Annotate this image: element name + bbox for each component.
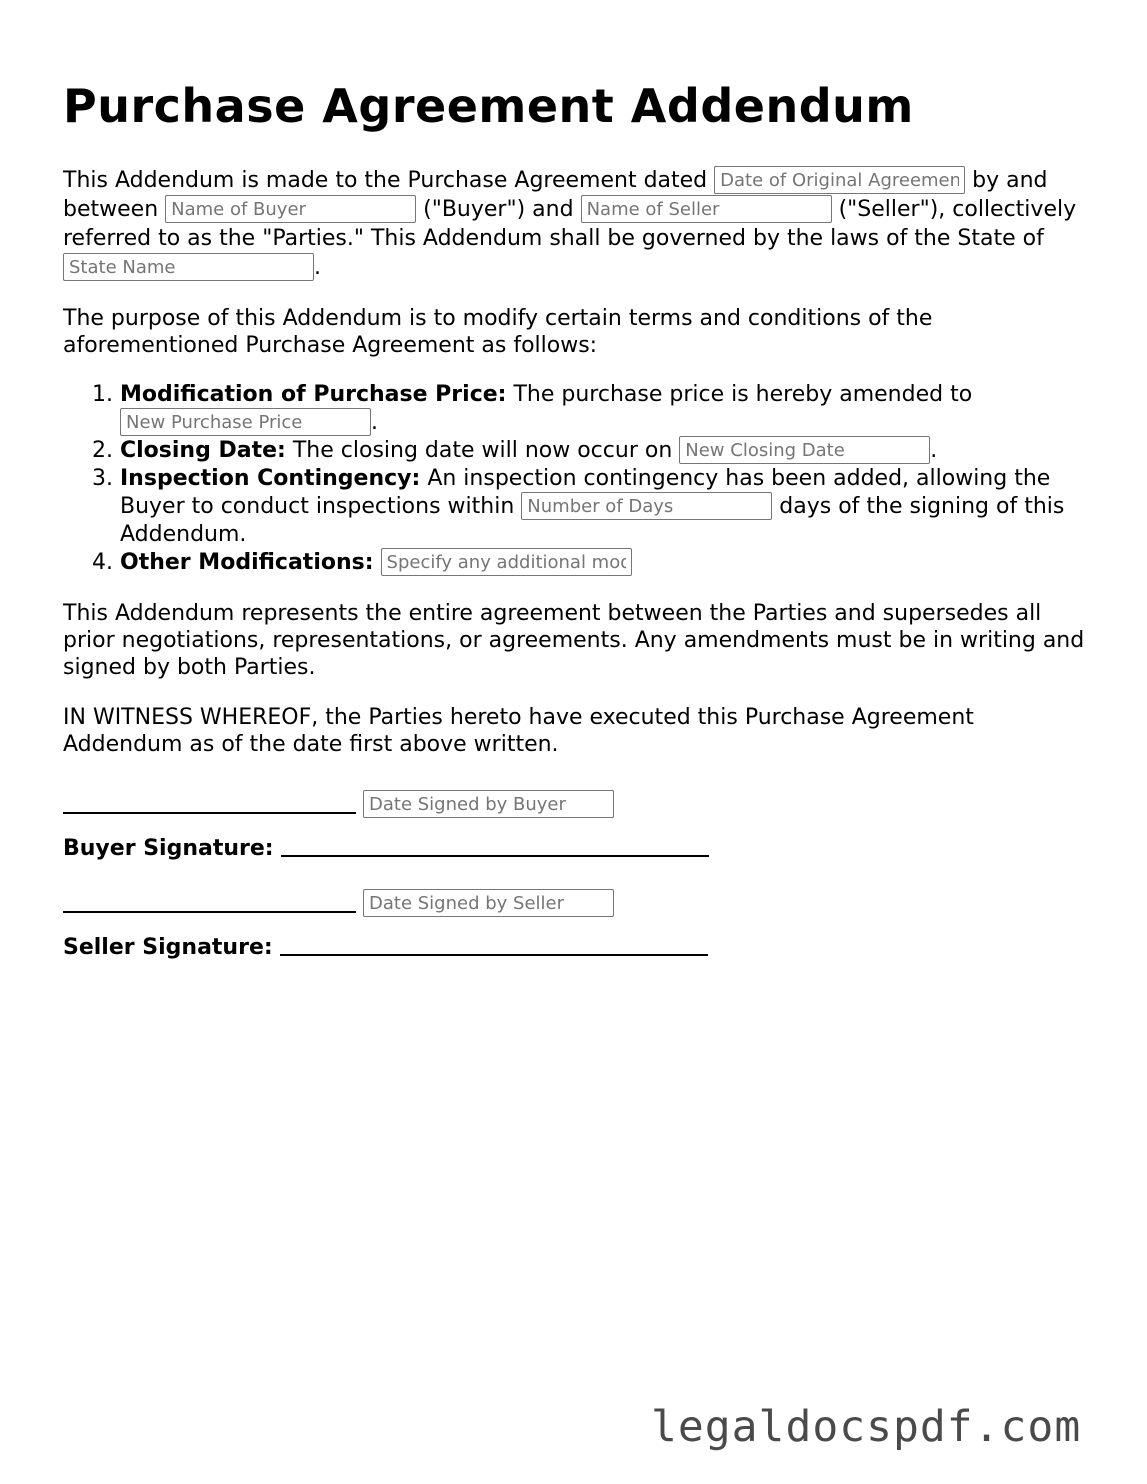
intro-paragraph: [63, 166, 1093, 282]
buyer-date-signed-field[interactable]: [363, 790, 614, 818]
list-item-purchase-price: [120, 381, 1093, 437]
witness-paragraph: IN WITNESS WHEREOF, the Parties hereto have executed this Purchase Agreement Addendum as of the date first above written.: [63, 705, 974, 757]
page-title: Purchase Agreement Addendum: [63, 79, 914, 133]
modifications-list: [63, 381, 1093, 577]
seller-signature-line[interactable]: [280, 954, 708, 956]
intro-text-5: .: [314, 255, 321, 280]
list-item-inspection: [120, 465, 1093, 549]
list-item-other: [120, 549, 1093, 577]
item-text-end: .: [930, 438, 938, 463]
intro-text-1: This Addendum is made to the Purchase Agreement dated: [63, 168, 708, 193]
new-closing-date-field[interactable]: [679, 436, 930, 464]
buyer-signature-row: [63, 826, 1093, 862]
number-of-days-field[interactable]: [521, 492, 772, 520]
buyer-signature-label: Buyer Signature:: [63, 836, 274, 861]
seller-signature-label: Seller Signature:: [63, 935, 273, 960]
item-text-end: days of the signing of this Addendum.: [120, 494, 1065, 547]
seller-signature-row: [63, 925, 1093, 961]
watermark: legaldocspdf.com: [651, 1402, 1082, 1452]
seller-name-field[interactable]: [581, 195, 832, 223]
list-item-closing-date: [120, 437, 1093, 465]
item-title: Inspection Contingency:: [120, 466, 421, 491]
item-text: An inspection contingency has been added, allowing the Buyer to conduct inspections within: [120, 466, 1051, 519]
document: [63, 78, 1093, 961]
intro-text-4: ("Seller"), collectively referred to as the "Parties." This Addendum shall be governed by the laws of the State of: [63, 197, 1077, 251]
buyer-name-line: [63, 812, 356, 814]
seller-date-row: [63, 881, 1093, 917]
entire-agreement-paragraph: This Addendum represents the entire agreement between the Parties and supersedes all prior negotiations, representations, or agreements. Any amendments must be in writing and signed by both Parties.: [63, 601, 1085, 680]
signature-block: [63, 782, 1093, 961]
intro-text-2: by and between: [63, 168, 1048, 222]
buyer-name-field[interactable]: [165, 195, 416, 223]
state-name-field[interactable]: [63, 253, 314, 281]
purpose-paragraph: The purpose of this Addendum is to modify certain terms and conditions of the aforementioned Purchase Agreement as follows:: [63, 306, 933, 358]
item-title: Modification of Purchase Price:: [120, 382, 507, 407]
buyer-signature-line[interactable]: [281, 855, 709, 857]
other-modifications-field[interactable]: [381, 548, 632, 576]
seller-date-signed-field[interactable]: [363, 889, 614, 917]
buyer-date-row: [63, 782, 1093, 818]
item-text: The purchase price is hereby amended to: [513, 382, 973, 407]
original-agreement-date-field[interactable]: [714, 166, 965, 194]
item-text-end: .: [371, 410, 378, 435]
seller-name-line: [63, 911, 356, 913]
item-title: Other Modifications:: [120, 550, 374, 575]
intro-text-3: ("Buyer") and: [423, 197, 574, 222]
new-purchase-price-field[interactable]: [120, 408, 371, 436]
item-title: Closing Date:: [120, 438, 286, 463]
item-text: The closing date will now occur on: [292, 438, 673, 463]
